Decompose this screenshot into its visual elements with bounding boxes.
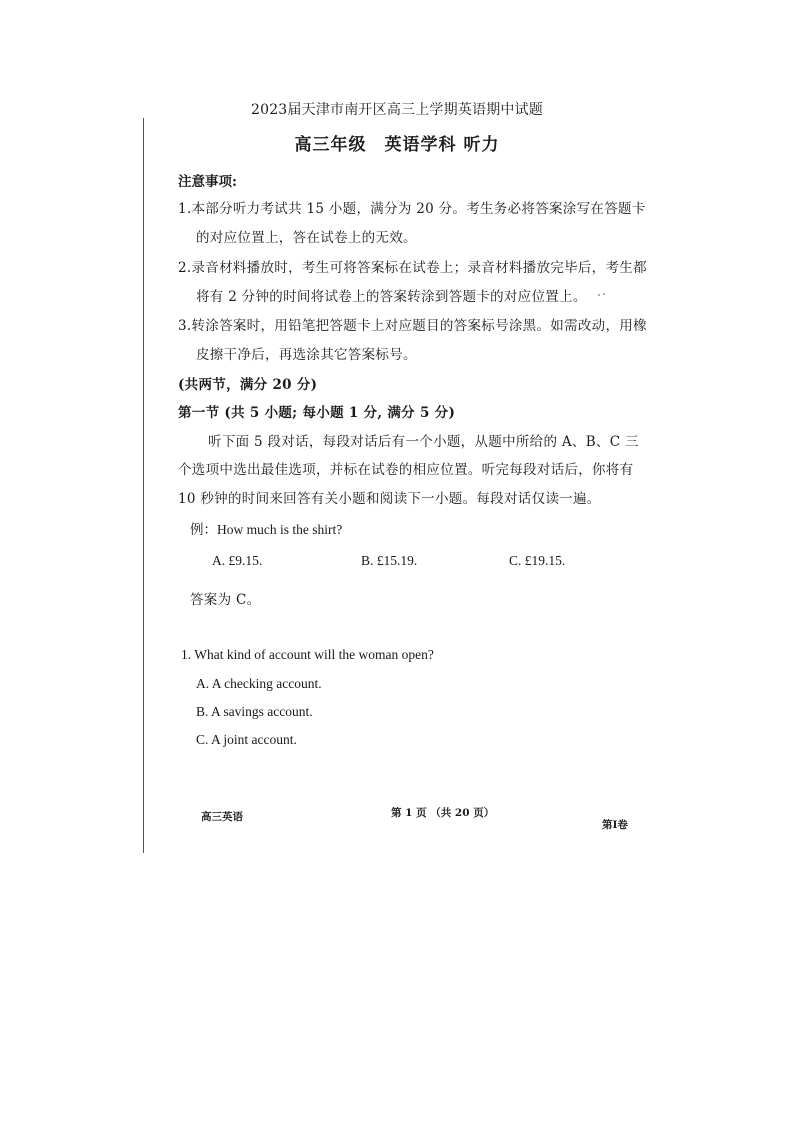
section-total: (共两节，满分 20 分) (178, 377, 318, 393)
question-1-option-b: B. A savings account. (196, 704, 313, 719)
question-1-option-c: C. A joint account. (196, 732, 297, 747)
scan-speck (598, 294, 600, 296)
question-1-option-a: A. A checking account. (196, 676, 322, 691)
example-option-a: A. £9.15. (212, 553, 263, 568)
part1-instructions-1: 听下面 5 段对话，每段对话后有一个小题，从题中所给的 A、B、C 三 (208, 434, 639, 450)
part1-instructions-2: 个选项中选出最佳选项，并标在试卷的相应位置。听完每段对话后，你将有 (178, 462, 634, 478)
notice-item-1-cont: 的对应位置上，答在试卷上的无效。 (196, 230, 417, 246)
footer-volume: 第Ⅰ卷 (602, 819, 628, 831)
notice-item-3: 3.转涂答案时，用铅笔把答题卡上对应题目的答案标号涂黑。如需改动，用橡 (178, 318, 647, 334)
part1-instructions-3: 10 秒钟的时间来回答有关小题和阅读下一小题。每段对话仅读一遍。 (178, 491, 601, 507)
footer-page-number: 第 1 页 （共 20 页） (391, 807, 495, 819)
footer-subject: 高三英语 (201, 811, 243, 823)
section-subtitle: 高三年级 英语学科 听力 (294, 135, 500, 155)
notice-item-1: 1.本部分听力考试共 15 小题，满分为 20 分。考生务必将答案涂写在答题卡 (178, 201, 646, 217)
notice-heading: 注意事项: (178, 174, 237, 190)
notice-item-2: 2.录音材料播放时，考生可将答案标在试卷上；录音材料播放完毕后，考生都 (178, 260, 647, 276)
document-title: 2023届天津市南开区高三上学期英语期中试题 (250, 102, 544, 118)
question-1-stem: 1. What kind of account will the woman open? (181, 647, 434, 662)
page-margin-line (143, 118, 144, 853)
example-option-b: B. £15.19. (361, 553, 418, 568)
example-question: 例：How much is the shirt? (190, 522, 343, 537)
scan-speck (603, 293, 605, 295)
notice-item-3-cont: 皮擦干净后，再选涂其它答案标号。 (196, 347, 417, 363)
part1-heading: 第一节 (共 5 小题; 每小题 1 分, 满分 5 分) (178, 405, 456, 421)
example-option-c: C. £19.15. (509, 553, 566, 568)
notice-item-2-cont: 将有 2 分钟的时间将试卷上的答案转涂到答题卡的对应位置上。 (196, 289, 587, 305)
example-answer: 答案为 C。 (190, 592, 261, 608)
